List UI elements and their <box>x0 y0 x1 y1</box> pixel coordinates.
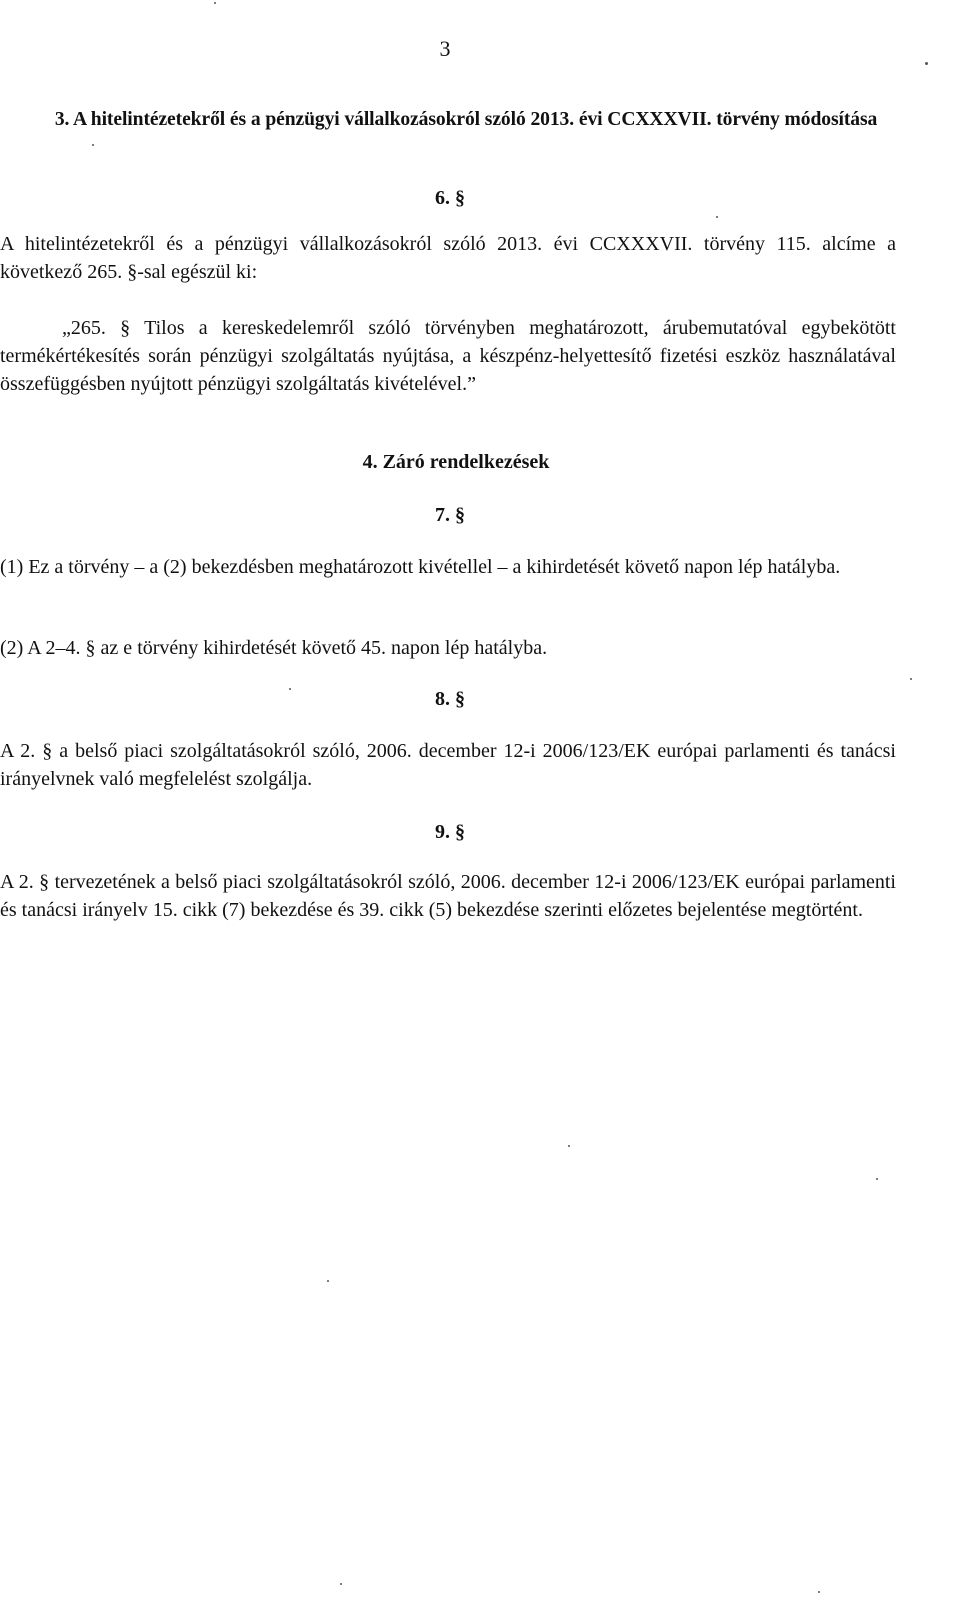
scan-speck <box>327 1280 329 1282</box>
section-6-number: 6. § <box>435 187 465 209</box>
chapter-heading-3: 3. A hitelintézetekről és a pénzügyi vállalkozásokról szóló 2013. évi CCXXXVII. törvény módosítása <box>54 109 878 130</box>
section-7-paragraph-2: (2) A 2–4. § az e törvény kihirdetését követő 45. napon lép hatályba. <box>0 637 548 659</box>
scan-speck <box>876 1178 878 1180</box>
section-7-paragraph-1: (1) Ez a törvény – a (2) bekezdésben meghatározott kivétellel – a kihirdetését követő napon lép hatályba. <box>0 556 841 578</box>
section-8-number: 8. § <box>435 688 465 710</box>
section-6-quoted-text: „265. § Tilos a kereskedelemről szóló törvényben meghatározott, árubemutatóval egybekötött termékértékesítés során pénzügyi szolgáltatás nyújtása, a készpénz-helyettesítő fizetési eszköz használatával összefüggésben nyújtott pénzügyi szolgáltatás kivételével.” <box>0 317 896 395</box>
scan-speck <box>340 1583 342 1585</box>
section-8-text: A 2. § a belső piaci szolgáltatásokról szóló, 2006. december 12-i 2006/123/EK európai parlamenti és tanácsi irányelvnek való megfelelést szolgálja. <box>0 740 896 790</box>
section-9-text: A 2. § tervezetének a belső piaci szolgáltatásokról szóló, 2006. december 12-i 2006/123/EK európai parlamenti és tanácsi irányelv 15. cikk (7) bekezdése és 39. cikk (5) bekezdése szerinti előzetes bejelentése megtörtént. <box>0 871 896 921</box>
section-9-number: 9. § <box>435 821 465 843</box>
section-7-number: 7. § <box>435 504 465 526</box>
scan-speck <box>818 1591 820 1593</box>
scan-speck <box>568 1145 570 1147</box>
scan-speck <box>910 678 912 680</box>
chapter-heading-4: 4. Záró rendelkezések <box>362 451 550 473</box>
section-6-intro: A hitelintézetekről és a pénzügyi vállalkozásokról szóló 2013. évi CCXXXVII. törvény 115. alcíme a következő 265. §-sal egészül ki: <box>0 233 896 283</box>
scan-speck <box>925 62 928 65</box>
scan-speck <box>92 144 94 146</box>
scan-speck <box>214 2 216 4</box>
scan-speck <box>289 688 291 690</box>
scan-speck <box>716 216 718 218</box>
page-number: 3 <box>439 36 451 61</box>
